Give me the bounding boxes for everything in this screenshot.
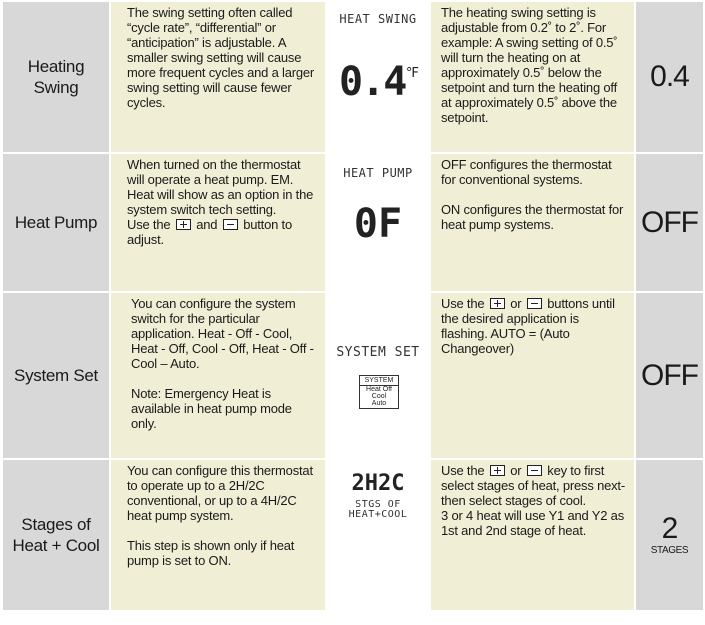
value-text: 2 [661, 512, 678, 545]
row-value [636, 154, 703, 291]
description-text-a: You can configure the system switch for the particular application. Heat - Off - Cool, Heat - Off, Cool - Off, Heat - Off - Cool – Auto. [131, 296, 314, 371]
description-text-b: This step is shown only if heat pump is set to ON. [127, 538, 295, 568]
system-mode-option: Auto [371, 400, 387, 407]
info-part-3: buttons until the desired application is flashing. AUTO = (Auto Changeover) [441, 296, 615, 356]
table-row-system-set [3, 293, 703, 460]
description-text: The swing setting often called “cycle rate”, “differential” or “anticipation” is adjustable. A smaller swing setting will cause more frequent cycles and a larger swing setting will cause fewer cycles. [127, 5, 315, 110]
display-value: 0F [353, 201, 403, 247]
minus-button-icon [527, 298, 542, 309]
plus-button-icon [490, 298, 505, 309]
row-value [636, 293, 703, 458]
table-row-heating-swing [3, 2, 703, 154]
row-label-line-1: Stages of [21, 515, 91, 534]
row-label-text: Heat Pump [14, 213, 98, 232]
description-text-b: Note: Emergency Heat is available in heat pump mode only. [131, 386, 292, 431]
info-part-1: Use the [441, 463, 485, 478]
display-caption: HEAT SWING [339, 12, 417, 26]
display-preview [327, 460, 431, 610]
row-label-text: System Set [14, 366, 98, 385]
row-description [111, 154, 327, 291]
desc-b1: Use the [127, 217, 171, 232]
display-caption-1: STGS OF [355, 499, 401, 510]
row-label [3, 460, 111, 610]
row-label-line-2: Heat + Cool [12, 536, 100, 555]
value-text: OFF [641, 358, 698, 392]
info-part-2: or [510, 296, 522, 311]
description-text-a: When turned on the thermostat will operate a heat pump. EM. Heat will show as an option in the system switch tech setting. [127, 157, 314, 217]
info-part-2: or [510, 463, 522, 478]
minus-button-icon [223, 219, 238, 230]
row-label [3, 293, 111, 458]
row-info [431, 293, 636, 458]
table-row-heat-pump [3, 154, 703, 293]
info-text [441, 463, 628, 508]
row-info [431, 460, 636, 610]
system-mode-header: SYSTEM [360, 376, 398, 386]
row-value [636, 460, 703, 610]
row-description [111, 2, 327, 152]
desc-b3: button to adjust. [127, 217, 292, 247]
row-info [431, 154, 636, 291]
settings-table [3, 2, 703, 612]
display-caption: SYSTEM SET [336, 345, 420, 360]
row-label [3, 154, 111, 291]
display-caption: HEAT PUMP [343, 166, 413, 180]
info-text [441, 296, 628, 356]
info-part-1: Use the [441, 296, 485, 311]
display-value [327, 52, 429, 104]
row-label-text: Heating Swing [27, 57, 85, 97]
system-mode-box [359, 375, 399, 409]
row-description [111, 460, 327, 610]
display-preview [327, 2, 431, 152]
row-info [431, 2, 636, 152]
value-text: 0.4 [650, 60, 689, 93]
info-text-b: ON configures the thermostat for heat pump systems. [441, 202, 624, 232]
description-text-a: You can configure this thermostat to operate up to a 2H/2C conventional, or up to a 4H/2C heat pump system. [127, 463, 313, 523]
plus-button-icon [490, 465, 505, 476]
minus-button-icon [527, 465, 542, 476]
display-unit: °F [405, 66, 417, 81]
display-caption-2: HEAT+COOL [348, 509, 408, 520]
info-text-a: OFF configures the thermostat for conventional systems. [441, 157, 612, 187]
row-value [636, 2, 703, 152]
display-preview [327, 293, 431, 458]
desc-b2: and [196, 217, 218, 232]
system-mode-option: Cool [371, 393, 387, 400]
value-unit: STAGES [650, 545, 689, 556]
row-label-text [13, 514, 100, 556]
display-preview [327, 154, 431, 291]
row-label [3, 2, 111, 152]
display-value-text: 0.4 [339, 59, 406, 105]
info-text-b: 3 or 4 heat will use Y1 and Y2 as 1st and 2nd stage of heat. [441, 508, 624, 538]
table-row-stages [3, 460, 703, 612]
value-text: OFF [641, 205, 698, 239]
display-value: 2H2C [351, 471, 405, 496]
row-description [111, 293, 327, 458]
info-part-3: key to first select stages of heat, press next- then select stages of cool. [441, 463, 625, 508]
description-text-b [127, 217, 319, 247]
plus-button-icon [176, 219, 191, 230]
system-mode-option: Heat Off [366, 386, 392, 393]
info-text: The heating swing setting is adjustable from 0.2˚ to 2˚. For example: A swing setting of 0.5˚ will turn the heating on at approximately 0.5˚ below the setpoint and turn the heating off at approximately 0.5˚ above the setpoint. [441, 5, 618, 125]
